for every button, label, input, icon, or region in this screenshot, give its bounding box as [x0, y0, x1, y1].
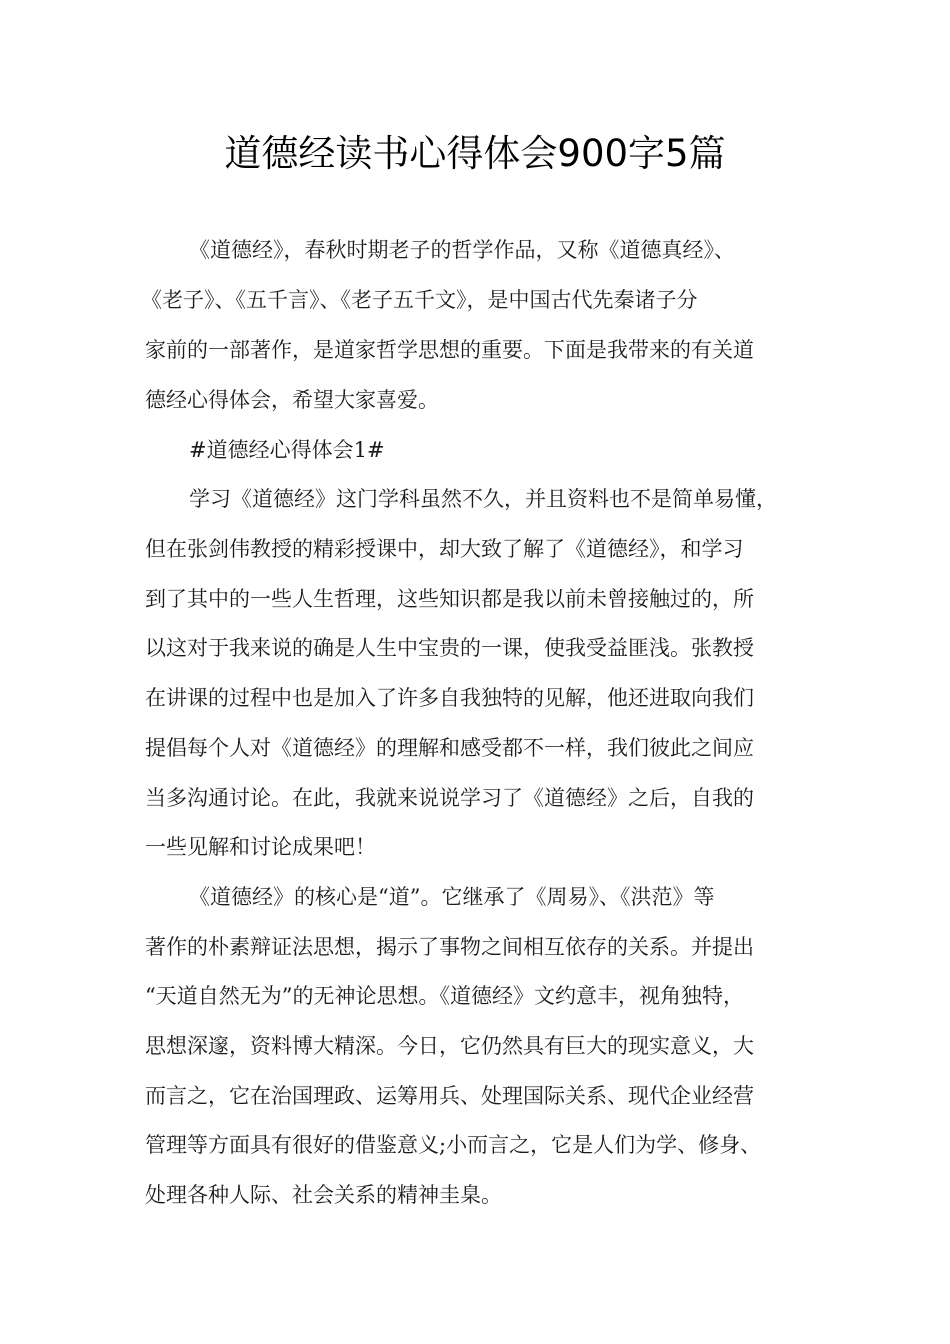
- text-line: 一些见解和讨论成果吧！: [145, 835, 376, 859]
- text-line: 《老子》、《五千言》、《老子五千文》，是中国古代先秦诸子分: [141, 288, 698, 312]
- document-title: 道德经读书心得体会900字5篇: [224, 132, 726, 175]
- text-line: 而言之，它在治国理政、运筹用兵、处理国际关系、现代企业经营: [145, 1084, 754, 1108]
- text-line: 学习《道德经》这门学科虽然不久，并且资料也不是简单易懂，: [189, 487, 777, 511]
- text-line: 在讲课的过程中也是加入了许多自我独特的见解，他还进取向我们: [145, 686, 754, 710]
- text-line: 德经心得体会，希望大家喜爱。: [145, 388, 439, 412]
- text-line: 当多沟通讨论。在此，我就来说说学习了《道德经》之后，自我的: [145, 786, 754, 810]
- text-line: 处理各种人际、社会关系的精神圭臬。: [145, 1183, 502, 1207]
- section-heading: #道德经心得体会1#: [189, 438, 385, 462]
- text-line: “天道自然无为”的无神论思想。《道德经》文约意丰，视角独特，: [145, 984, 744, 1008]
- text-line: 家前的一部著作，是道家哲学思想的重要。下面是我带来的有关道: [145, 338, 754, 362]
- text-line: 管理等方面具有很好的借鉴意义;小而言之，它是人们为学、修身、: [145, 1133, 762, 1157]
- text-line: 《道德经》的核心是“道”。它继承了《周易》、《洪范》等: [189, 885, 715, 909]
- text-line: 著作的朴素辩证法思想，揭示了事物之间相互依存的关系。并提出: [145, 935, 754, 959]
- text-line: 提倡每个人对《道德经》的理解和感受都不一样，我们彼此之间应: [145, 736, 754, 760]
- text-line: 但在张剑伟教授的精彩授课中，却大致了解了《道德经》，和学习: [145, 537, 744, 561]
- text-line: 思想深邃，资料博大精深。今日，它仍然具有巨大的现实意义，大: [145, 1034, 754, 1058]
- text-line: 以这对于我来说的确是人生中宝贵的一课，使我受益匪浅。张教授: [145, 636, 754, 660]
- text-line: 到了其中的一些人生哲理，这些知识都是我以前未曾接触过的，所: [145, 587, 754, 611]
- text-line: 《道德经》，春秋时期老子的哲学作品，又称《道德真经》、: [189, 238, 735, 262]
